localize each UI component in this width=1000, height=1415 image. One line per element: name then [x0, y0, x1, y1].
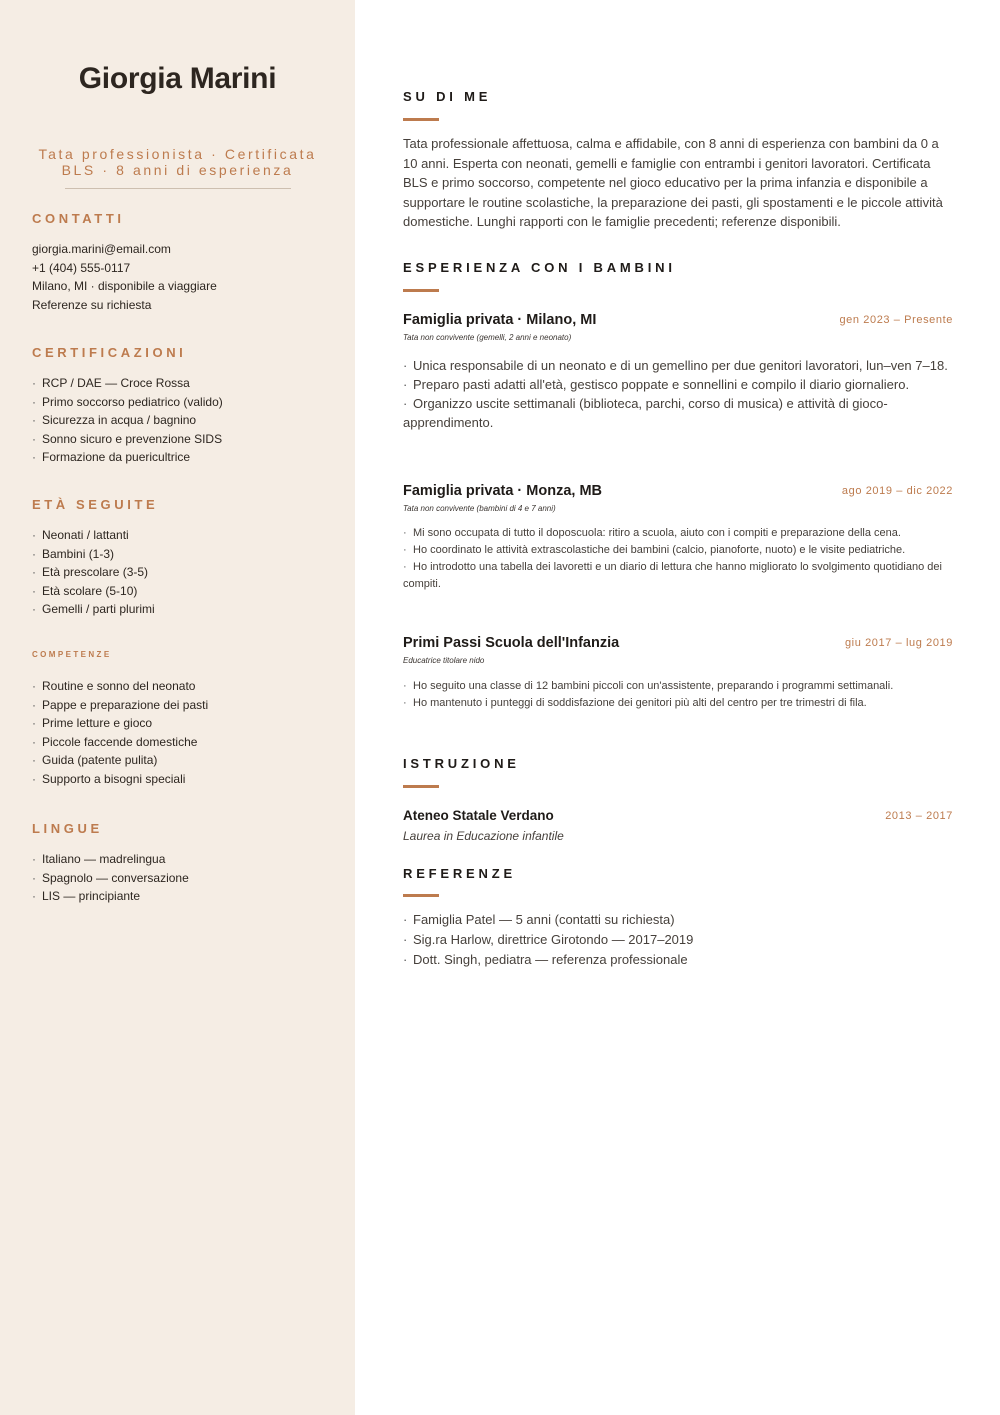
list-item: · RCP / DAE — Croce Rossa — [32, 374, 332, 393]
section-accent-bar — [403, 785, 439, 788]
skills-section — [32, 650, 332, 789]
contact-location: Milano, MI · disponibile a viaggiare — [32, 279, 217, 294]
list-item: · Routine e sonno del neonato — [32, 677, 332, 696]
tagline-line: BLS · 8 anni di esperienza — [61, 162, 294, 178]
list-item: · Età prescolare (3-5) — [32, 563, 332, 582]
job-title: Primi Passi Scuola dell'Infanzia — [403, 635, 620, 651]
job-title: Famiglia privata · Monza, MB — [403, 483, 602, 499]
list-item: · Dott. Singh, pediatra — referenza professionale — [403, 950, 953, 970]
job-role: Tata non convivente (gemelli, 2 anni e neonato) — [403, 333, 572, 342]
list-item: · Supporto a bisogni speciali — [32, 770, 332, 789]
languages-section — [32, 821, 332, 906]
school-name: Ateneo Statale Verdano — [403, 808, 554, 823]
references-list — [403, 910, 953, 970]
job-bullets — [403, 678, 953, 712]
job-date: ago 2019 – dic 2022 — [841, 485, 953, 497]
list-item: · LIS — principiante — [32, 887, 332, 906]
section-title: ETÀ SEGUITE — [32, 497, 159, 512]
section-title-education: ISTRUZIONE — [403, 756, 520, 771]
contacts-list — [32, 240, 332, 314]
list-item: · Unica responsabile di un neonato e di un gemellino per due genitori lavoratori, lun–ven 7–18. — [403, 356, 953, 375]
list-item: · Sicurezza in acqua / bagnino — [32, 411, 332, 430]
ages-section — [32, 497, 332, 619]
list-item: · Sig.ra Harlow, direttrice Girotondo — 2017–2019 — [403, 930, 953, 950]
list-item: · Neonati / lattanti — [32, 526, 332, 545]
job-role: Tata non convivente (bambini di 4 e 7 anni) — [403, 504, 556, 513]
list-item: · Gemelli / parti plurimi — [32, 600, 332, 619]
list-item: · Ho mantenuto i punteggi di soddisfazione dei genitori più alti del centro per tre trimestri di fila. — [403, 695, 953, 712]
languages-list — [32, 850, 332, 906]
list-item: · Pappe e preparazione dei pasti — [32, 696, 332, 715]
section-title-references: REFERENZE — [403, 866, 516, 881]
section-title-about: SU DI ME — [403, 89, 492, 104]
list-item: · Mi sono occupata di tutto il doposcuola: ritiro a scuola, aiuto con i compiti e preparazione della cena. — [403, 525, 953, 542]
list-item: · Formazione da puericultrice — [32, 448, 332, 467]
section-title: CERTIFICAZIONI — [32, 345, 187, 360]
education-entry — [403, 808, 953, 843]
section-title: LINGUE — [32, 821, 103, 836]
sidebar — [0, 0, 355, 1415]
list-item: · Sonno sicuro e prevenzione SIDS — [32, 430, 332, 449]
ages-list — [32, 526, 332, 619]
education-date: 2013 – 2017 — [885, 810, 953, 822]
certifications-list — [32, 374, 332, 467]
about-text: Tata professionale affettuosa, calma e affidabile, con 8 anni di esperienza con bambini da 0 a 10 anni. Esperta con neonati, gemelli e famiglie con entrambi i genitori lavoratori. Certificata BLS e primo soccorso, competente nel gioco educativo per la prima infanzia e disponibile a supportare le routine scolastiche, la preparazione dei pasti, gli spostamenti e le piccole attività domestiche. Lunghi rapporti con le famiglie precedenti; referenze disponibili. — [403, 136, 943, 229]
list-item: · Spagnolo — conversazione — [32, 869, 332, 888]
list-item: · Ho introdotto una tabella dei lavoretti e un diario di lettura che hanno migliorato lo svolgimento quotidiano dei compiti. — [403, 559, 953, 593]
list-item: · Ho coordinato le attività extrascolastiche dei bambini (calcio, pianoforte, nuoto) e le visite pediatriche. — [403, 542, 953, 559]
section-title: CONTATTI — [32, 211, 125, 226]
contact-email[interactable]: giorgia.marini@email.com — [32, 242, 171, 256]
list-item: · Prime letture e gioco — [32, 714, 332, 733]
list-item: · Italiano — madrelingua — [32, 850, 332, 869]
job-date: gen 2023 – Presente — [839, 314, 953, 326]
job-role: Educatrice titolare nido — [403, 656, 485, 665]
candidate-name: Giorgia Marini — [78, 62, 277, 95]
section-accent-bar — [403, 894, 439, 897]
list-item: · Bambini (1-3) — [32, 545, 332, 564]
contact-references: Referenze su richiesta — [32, 297, 152, 312]
job-date: giu 2017 – lug 2019 — [844, 637, 953, 649]
list-item: · Preparo pasti adatti all'età, gestisco poppate e sonnellini e compilo il diario giornaliero. — [403, 375, 953, 394]
contact-phone[interactable]: +1 (404) 555-0117 — [32, 260, 131, 275]
job-bullets — [403, 525, 953, 593]
certifications-section — [32, 345, 332, 467]
job-title: Famiglia privata · Milano, MI — [403, 312, 597, 328]
list-item: · Piccole faccende domestiche — [32, 733, 332, 752]
list-item: · Primo soccorso pediatrico (valido) — [32, 393, 332, 412]
divider — [65, 188, 291, 189]
section-title: COMPETENZE — [32, 650, 112, 659]
job-entry — [403, 483, 953, 593]
job-entry — [403, 635, 953, 712]
job-bullets — [403, 356, 953, 432]
tagline-line: Tata professionista · Certificata — [38, 146, 317, 162]
list-item: · Guida (patente pulita) — [32, 751, 332, 770]
list-item: · Famiglia Patel — 5 anni (contatti su richiesta) — [403, 910, 953, 930]
list-item: · Ho seguito una classe di 12 bambini piccoli con un'assistente, preparando i programmi settimanali. — [403, 678, 953, 695]
skills-list — [32, 677, 332, 789]
job-entry — [403, 312, 953, 432]
list-item: · Età scolare (5-10) — [32, 582, 332, 601]
section-title-experience: ESPERIENZA CON I BAMBINI — [403, 260, 676, 275]
section-accent-bar — [403, 118, 439, 121]
contacts-section — [32, 211, 332, 314]
section-accent-bar — [403, 289, 439, 292]
degree: Laurea in Educazione infantile — [403, 829, 564, 843]
tagline — [32, 146, 323, 178]
list-item: · Organizzo uscite settimanali (biblioteca, parchi, corso di musica) e attività di gioco-apprendimento. — [403, 394, 953, 432]
